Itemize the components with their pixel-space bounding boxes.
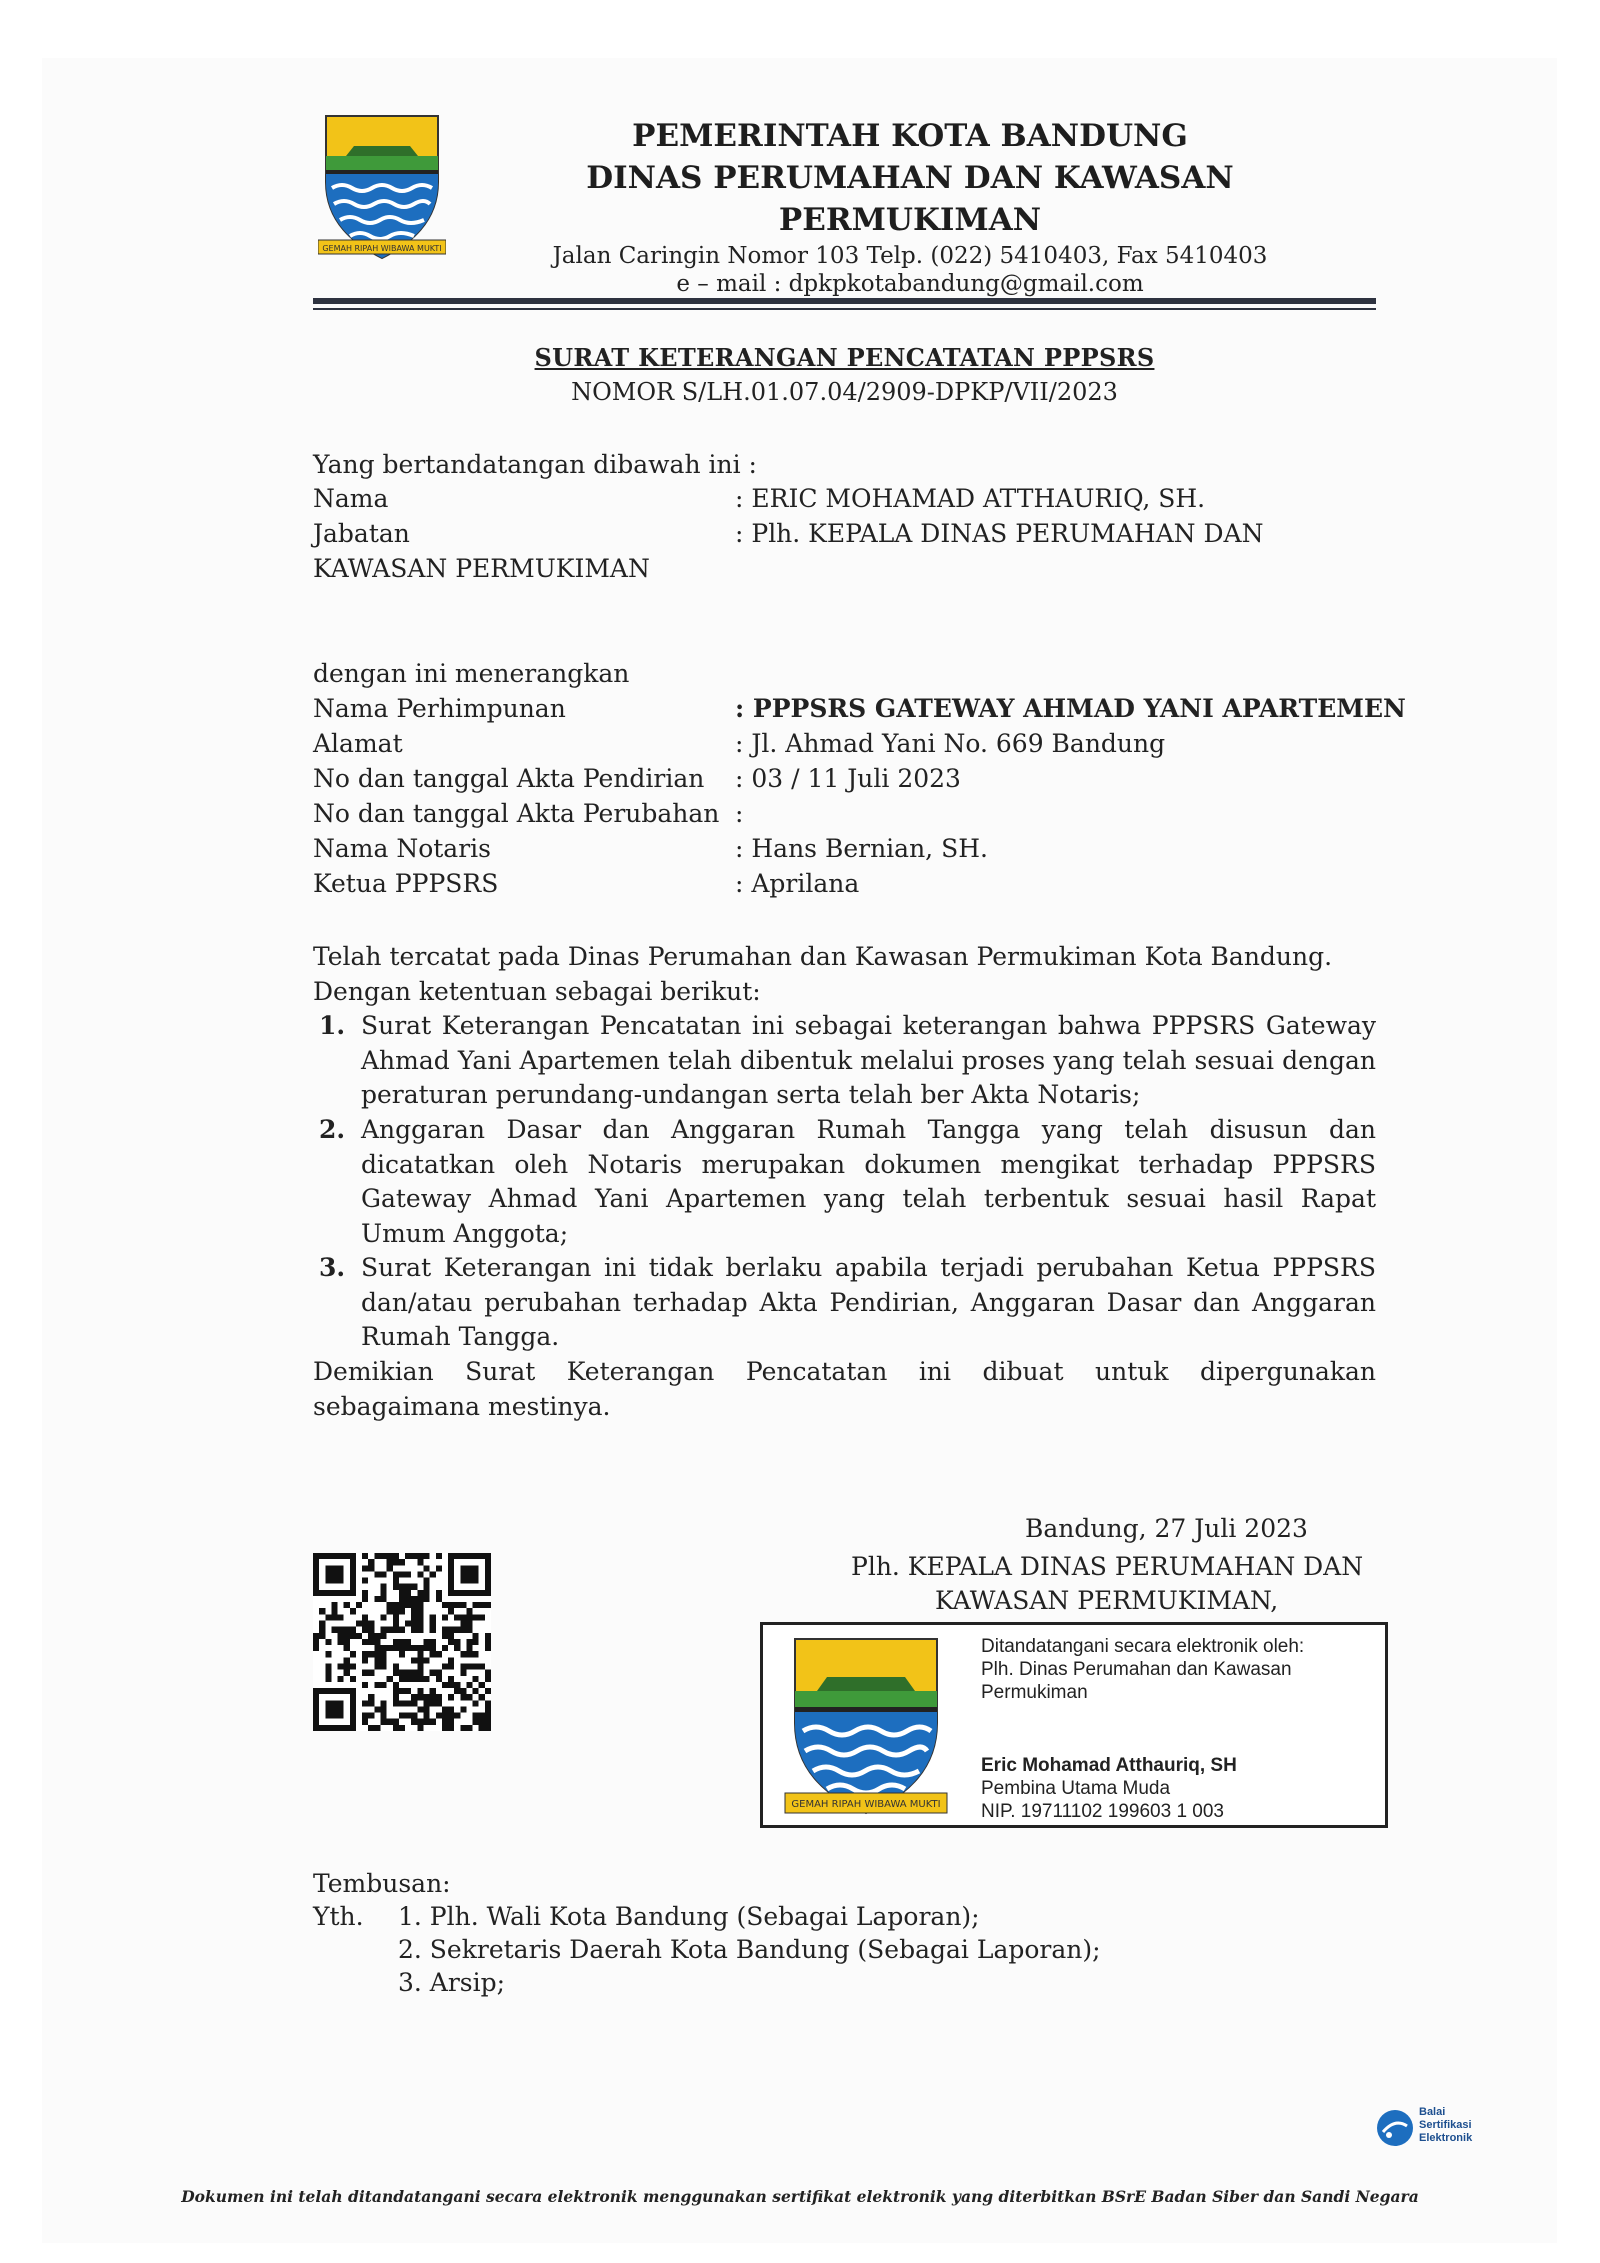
e-signature-footer: Dokumen ini telah ditandatangani secara elektronik menggunakan sertifikat elektronik yang diterbitkan BSrE Badan Siber dan Sandi Negara <box>181 2187 1419 2206</box>
signer-role-line2: Permukiman <box>981 1682 1088 1703</box>
signature-position-line2: KAWASAN PERMUKIMAN, <box>935 1586 1279 1615</box>
signatory-label-nama: Nama <box>313 484 389 513</box>
bsre-line2: Sertifikasi <box>1419 2119 1472 2131</box>
letterhead-rule-thin <box>313 308 1376 310</box>
place-date: Bandung, 27 Juli 2023 <box>1025 1514 1308 1543</box>
statement-label-perhimpunan: Nama Perhimpunan <box>313 694 566 723</box>
statement-intro: dengan ini menerangkan <box>313 659 630 688</box>
signatory-jabatan-wrap: KAWASAN PERMUKIMAN <box>313 554 650 583</box>
provision-text: Surat Keterangan Pencatatan ini sebagai keterangan bahwa PPPSRS Gateway Ahmad Yani Apartemen telah dibentuk melalui proses yang telah sesuai dengan peraturan perundang-undangan serta telah ber Akta Notaris; <box>361 1011 1376 1109</box>
signatory-value-jabatan: : Plh. KEPALA DINAS PERUMAHAN DAN <box>735 519 1264 548</box>
document-number: NOMOR S/LH.01.07.04/2909-DPKP/VII/2023 <box>571 378 1118 406</box>
provision-number: 3. <box>319 1253 346 1282</box>
provision-text: Surat Keterangan ini tidak berlaku apabila terjadi perubahan Ketua PPPSRS dan/atau perubahan terhadap Akta Pendirian, Anggaran Dasar dan Anggaran Rumah Tangga. <box>361 1253 1376 1351</box>
signature-position-line1: Plh. KEPALA DINAS PERUMAHAN DAN <box>851 1552 1364 1581</box>
bsre-line1: Balai <box>1419 2106 1446 2118</box>
provision-text: Anggaran Dasar dan Anggaran Rumah Tangga yang telah disusun dan dicatatkan oleh Notaris merupakan dokumen mengikat terhadap PPPSRS Gateway Ahmad Yani Apartemen yang telah terbentuk sesuai hasil Rapat Umum Anggota; <box>361 1115 1376 1248</box>
provision-item <box>313 1113 1376 1251</box>
closing-paragraph: Demikian Surat Keterangan Pencatatan ini dibuat untuk dipergunakan sebagaimana mestinya. <box>313 1357 1376 1421</box>
signer-rank: Pembina Utama Muda <box>981 1778 1171 1799</box>
bandung-city-logo <box>318 112 446 262</box>
qr-code <box>313 1553 491 1731</box>
statement-label-akta-pendirian: No dan tanggal Akta Pendirian <box>313 764 705 793</box>
logo-motto: GEMAH RIPAH WIBAWA MUKTI <box>791 1799 941 1810</box>
statement-value-akta-perubahan: : <box>735 799 744 828</box>
statement-value-alamat: : Jl. Ahmad Yani No. 669 Bandung <box>735 729 1166 758</box>
body-provisions-line: Dengan ketentuan sebagai berikut: <box>313 977 761 1006</box>
bandung-city-logo <box>781 1633 951 1823</box>
statement-value-notaris: : Hans Bernian, SH. <box>735 834 988 863</box>
statement-label-alamat: Alamat <box>313 729 403 758</box>
statement-label-ketua: Ketua PPPSRS <box>313 869 499 898</box>
signatory-value-nama: : ERIC MOHAMAD ATTHAURIQ, SH. <box>735 484 1206 513</box>
letterhead-line2: DINAS PERUMAHAN DAN KAWASAN <box>586 160 1234 196</box>
bsre-line3: Elektronik <box>1419 2132 1473 2144</box>
provision-item <box>313 1009 1376 1113</box>
signatory-intro: Yang bertandatangan dibawah ini : <box>313 450 757 479</box>
signed-by-label: Ditandatangani secara elektronik oleh: <box>981 1636 1305 1657</box>
letterhead-rule <box>313 298 1376 304</box>
tembusan-item: 3. Arsip; <box>398 1968 506 1997</box>
statement-label-notaris: Nama Notaris <box>313 834 491 863</box>
logo-motto: GEMAH RIPAH WIBAWA MUKTI <box>322 244 442 253</box>
electronic-signature-box <box>760 1622 1388 1828</box>
provision-number: 1. <box>319 1011 346 1040</box>
provision-item <box>313 1251 1376 1355</box>
letterhead-email: e – mail : dpkpkotabandung@gmail.com <box>676 271 1144 297</box>
signatory-label-jabatan: Jabatan <box>313 519 410 548</box>
statement-value-akta-pendirian: : 03 / 11 Juli 2023 <box>735 764 961 793</box>
signer-role-line1: Plh. Dinas Perumahan dan Kawasan <box>981 1659 1292 1680</box>
signer-nip: NIP. 19711102 199603 1 003 <box>981 1801 1225 1822</box>
statement-value-perhimpunan: : PPPSRS GATEWAY AHMAD YANI APARTEMEN <box>735 694 1406 723</box>
letterhead-line3: PERMUKIMAN <box>778 202 1042 238</box>
tembusan-item: 2. Sekretaris Daerah Kota Bandung (Sebagai Laporan); <box>398 1935 1101 1964</box>
tembusan-yth: Yth. <box>313 1902 364 1931</box>
bsre-icon <box>1375 2108 1415 2148</box>
body-recorded-line: Telah tercatat pada Dinas Perumahan dan Kawasan Permukiman Kota Bandung. <box>313 942 1333 971</box>
letterhead-address: Jalan Caringin Nomor 103 Telp. (022) 5410403, Fax 5410403 <box>552 243 1268 269</box>
tembusan-label: Tembusan: <box>313 1869 451 1898</box>
letterhead-line1: PEMERINTAH KOTA BANDUNG <box>632 118 1188 154</box>
signer-name: Eric Mohamad Atthauriq, SH <box>981 1755 1237 1776</box>
tembusan-item: 1. Plh. Wali Kota Bandung (Sebagai Laporan); <box>398 1902 980 1931</box>
provision-number: 2. <box>319 1115 346 1144</box>
statement-label-akta-perubahan: No dan tanggal Akta Perubahan <box>313 799 720 828</box>
document-title: SURAT KETERANGAN PENCATATAN PPPSRS <box>534 343 1155 372</box>
statement-value-ketua: : Aprilana <box>735 869 860 898</box>
